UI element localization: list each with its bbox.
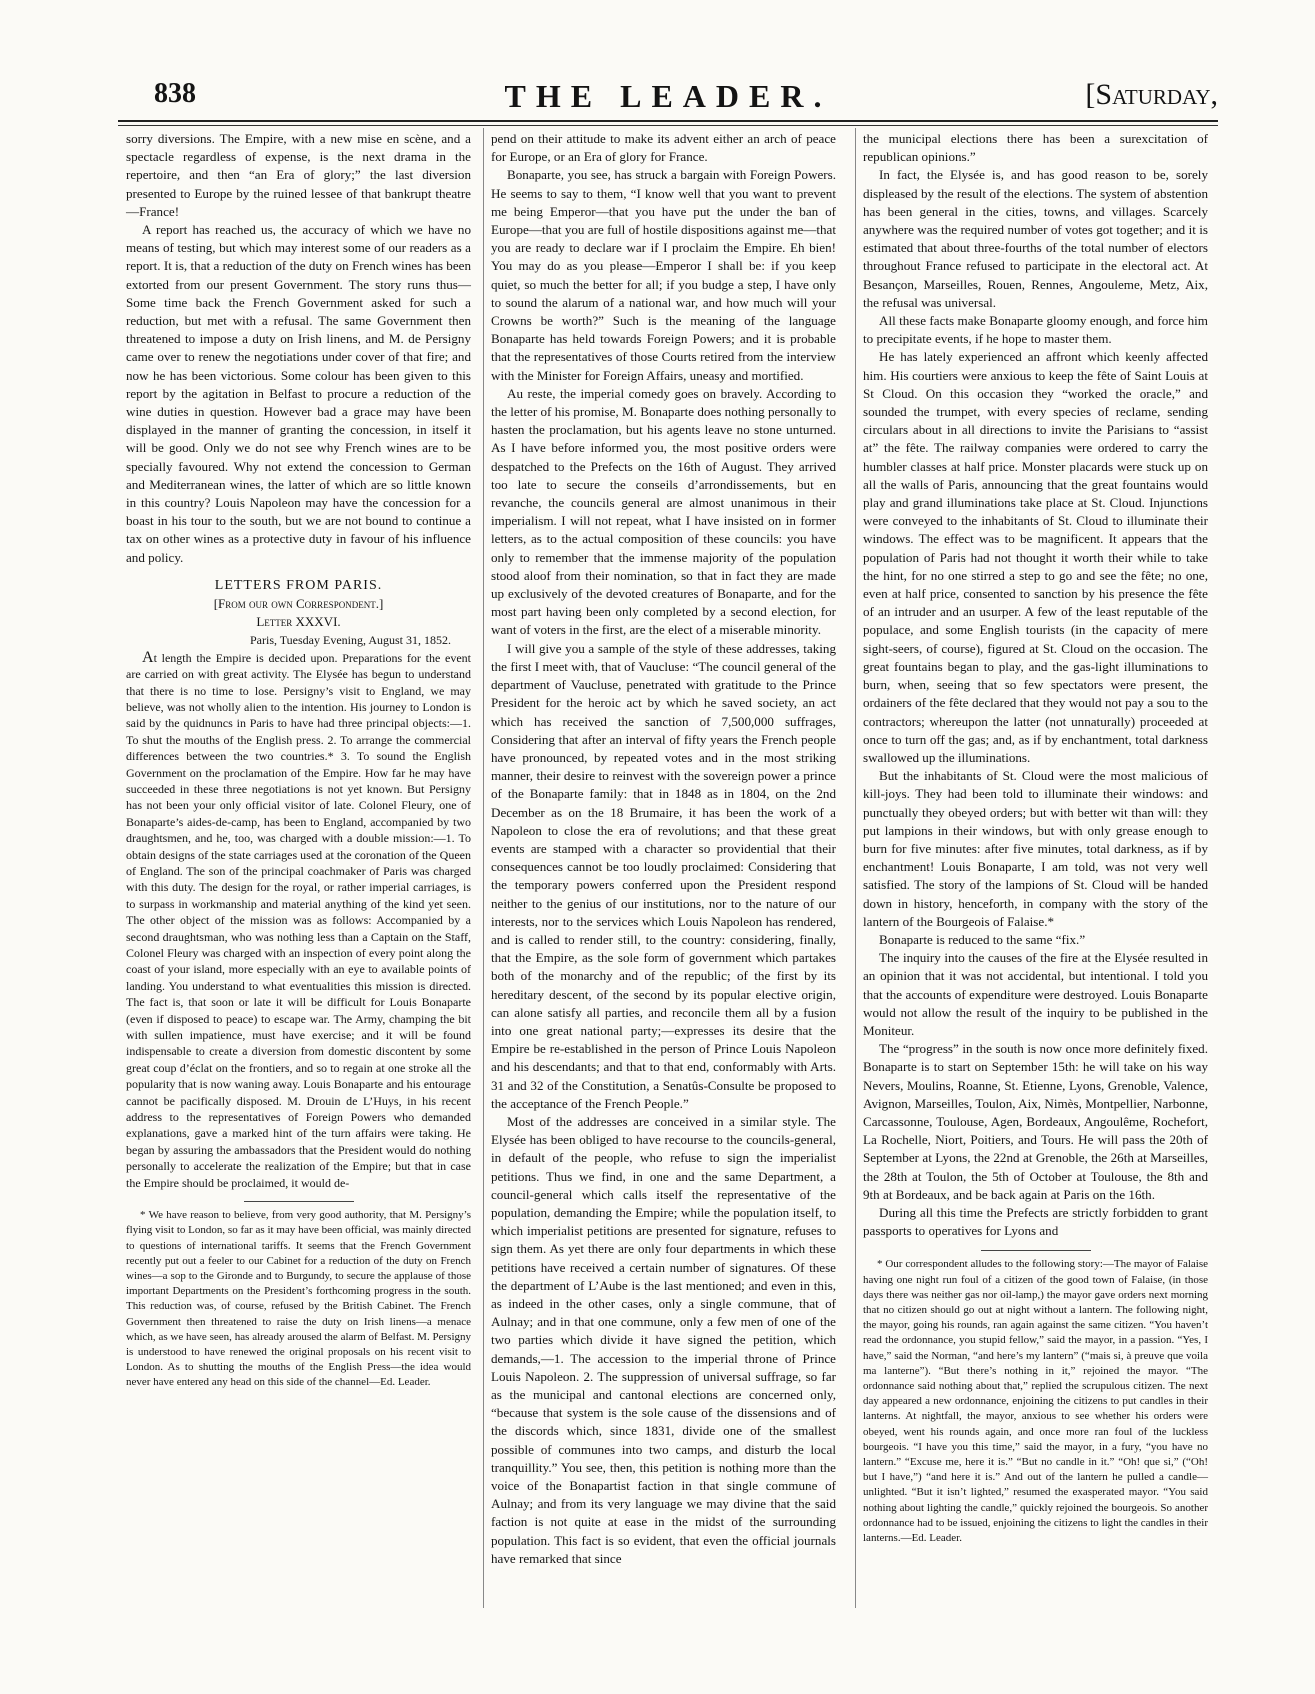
letter-paragraph: Most of the addresses are conceived in a similar style. The Elysée has been obliged to have recourse to the councils-general, in default of the people, who refuse to sign the imperialist petitions. Thus we find, in one and the same Department, a council-general which calls itself the representative of the population, demanding the Empire; while the population itself, to which imperialist petitions are presented for signature, refuses to sign them. As yet there are only four departments in which these petitions have received a certain number of signatures. Of these the department of L’Aube is the last mentioned; and even in this, as indeed in the other cases, only a single commune, that of Aulnay; and in that one commune, only a few men of one of the two parties which divide it have signed the petition, which demands,—1. The accession to the imperial throne of Prince Louis Napoleon. 2. The suppression of universal suffrage, so far as the municipal and cantonal elections are concerned only, “because that system is the sole cause of the dissensions and of the discords which, since 1831, divide one of the smallest possible of communes into two camps, and disturb the local tranquillity.” You see, then, this petition is nothing more than the voice of the Bonapartist faction in that single commune of Aulnay; and from its very language we may divine that the said faction is not quite at ease in the midst of the surrounding population. This fact is so evident, that even the official journals have remarked that since — [491, 1113, 836, 1566]
footnote-text: * We have reason to believe, from very good authority, that M. Persigny’s flying visit to London, so far as it may have been official, was mainly directed to questions of international tariffs. It seems that the French Government recently put out a feeler to our Cabinet for a reduction of the duty on French wines—a sop to the Gironde and to Burgundy, to secure the applause of those important Departments on the President’s forthcoming progress in the south. This reduction was, of course, refused by the British Cabinet. The French Government then threatened to raise the duty on Irish linens—a menace which, as we have seen, has already aroused the alarm of Belfast. M. Persigny is understood to have renewed the original proposals on his recent visit to London. As to shutting the mouths of the English Press—the idea would never have entered any head on this side of the channel—Ed. Leader. — [126, 1209, 471, 1389]
column-1 — [126, 130, 471, 1391]
footnote — [863, 1257, 1208, 1546]
masthead-rule — [118, 120, 1218, 122]
letter-paragraph: In fact, the Elysée is, and has good reason to be, sorely displeased by the result of the elections. The system of abstention has been general in the cities, towns, and villages. Scarcely anywhere was the required number of votes got together; and it is estimated that about three-fourths of the total number of electors throughout France refused to participate in the electoral act. At Besançon, Marseilles, Rouen, Rennes, Angouleme, Metz, Aix, the refusal was universal. — [863, 167, 1208, 310]
article-paragraph: A report has reached us, the accuracy of which we have no means of testing, but which may interest some of our readers as a report. It is, that a reduction of the duty on French wines has been extorted from our present Government. The story runs thus—Some time back the French Government asked for such a reduction, but met with a refusal. The same Government then threatened to impose a duty on Irish linens, and M. de Persigny came over to renew the negotiations under cover of that fire; and now he has been victorious. Some colour has been given to this report by the agitation in Belfast to procure a reduction of the wine duties in question. However bad a grace may have been displayed in the manner of granting the concession, in itself it will be good. Only we do not see why French wines are to be specially favoured. Why not extend the concession to German and Mediterranean wines, the latter of which are so little known in this country? Louis Napoleon may have the concession for a boast in his tour to the south, but we are not bound to continue a tax on other wines as a protective duty in favour of his influence and policy. — [126, 222, 471, 565]
column-divider — [483, 128, 484, 1608]
letter-paragraph: pend on their attitude to make its advent either an arch of peace for Europe, or an Era of glory for France. — [491, 131, 836, 165]
letter-paragraph: the municipal elections there has been a surexcitation of republican opinions.” — [863, 131, 1208, 165]
letter-paragraph: I will give you a sample of the style of these addresses, taking the first I meet with, that of Vaucluse: “The council general of the department of Vaucluse, penetrated with gratitude to the Prince President for the heroic act by which he saved society, an act which has received the sanction of 7,500,000 suffrages, Considering that after an interval of fifty years the French people have pronounced, by repeated votes and in the most striking manner, their desire to reinvest with the sovereign power a prince of the Bonaparte family: that in 1848 as in 1804, on the 2nd December as on the 18 Brumaire, it has been the work of a Napoleon to close the era of revolutions; and that these great events are stamped with a character so providential that their consequences cannot be too loudly proclaimed: Considering that the temporary powers conferred upon the President respond neither to the genius of our institutions, nor to the nature of our interests, nor to the services which Louis Napoleon has rendered, and is called to render still, to the country: considering, finally, that the Empire, as the sole form of government which partakes both of the monarchy and of the republic; of the first by its hereditary descent, of the second by its popular elective origin, can alone satisfy all parties, and reconcile them all by a fusion into one great national party;—expresses its desire that the Empire be re-established in the person of Prince Louis Napoleon and his descendants; and that to that end, conformably with Arts. 31 and 32 of the Constitution, a Senatûs-Consulte be proposed to the acceptance of the French People.” — [491, 640, 836, 1111]
footnote — [126, 1208, 471, 1390]
masthead — [118, 78, 1218, 118]
letter-paragraph: During all this time the Prefects are strictly forbidden to grant passports to operatives for Lyons and — [863, 1204, 1208, 1239]
issue-day: [Saturday, — [1085, 78, 1218, 111]
letter-paragraph: Au reste, the imperial comedy goes on bravely. According to the letter of his promise, M. Bonaparte does nothing personally to hasten the proclamation, but his agents leave no stone unturned. As I have before informed you, the most positive orders were despatched to the Prefects on the 16th of August. They arrived too late to secure the conseils d’arrondissements, but en revanche, the councils general are almost unanimous in their imperialism. I will not repeat, what I have insisted on in former letters, as to the actual composition of these councils: you have only to remember that the immense majority of the population stood aloof from their nomination, so that in fact they are made up exclusively of the devoted creatures of Bonaparte, and for the most part having been only completed by a second election, for want of voters in the first, are the elect of a miserable minority. — [491, 385, 836, 638]
page-number: 838 — [154, 78, 196, 109]
footnote-text: * Our correspondent alludes to the following story:—The mayor of Falaise having one night run foul of a citizen of the good town of Falaise, (in those days there was neither gas nor oil-lamp,) the mayor gave orders next morning that no citizen should go out at night without a lantern. The following night, the mayor, going his rounds, ran again against the same citizen. “You haven’t read the ordonnance, you stupid fellow,” said the mayor, in a passion. “Yes, I have,” said the Norman, “and here’s my lantern” (“mais si, à preuve que voila ma lanterne”). “But there’s nothing in it,” rejoined the mayor. “The ordonnance said nothing about that,” replied the scrupulous citizen. The next day appeared a new ordonnance, enjoining the citizens to put candles in their lanterns. At nightfall, the mayor, anxious to see whether his orders were obeyed, went his rounds again, and once more ran foul of the luckless bourgeois. “I have you this time,” said the mayor, in a fury, “you have no lantern.” “Excuse me, here it is.” “But no candle in it.” “Oh! que si,” (“Oh! but I have,”) “and here it is.” And out of the lantern he pulled a candle—unlighted. “But it isn’t lighted,” resumed the exasperated mayor. “You said nothing about lighting the candle,” quickly rejoined the bourgeois. So another ordonnance had to be issued, enjoining the citizens to light the candles in their lanterns.—Ed. Leader. — [863, 1258, 1208, 1545]
dateline: Paris, Tuesday Evening, August 31, 1852. — [249, 633, 451, 648]
masthead-rule-thin — [118, 125, 1218, 126]
letter-paragraph: Bonaparte, you see, has struck a bargain with Foreign Powers. He seems to say to them, “I know well that you want to prevent me being Emperor—that you have put the under the ban of Europe—that you are full of hostile dispositions against me—that you are ready to declare war if I proclaim the Empire. Eh bien! You may do as you please—Emperor I shall be: if you keep quiet, so much the better for all; if you budge a step, I have only to sound the alarum of a national war, and how much will your Crowns be worth?” Such is the meaning of the language Bonaparte has held towards Foreign Powers; and it is probable that the representatives of those Courts retired from the interview with the Minister for Foreign Affairs, uneasy and mortified. — [491, 167, 836, 383]
section-subheading: [From our own Correspondent.] — [213, 596, 384, 612]
column-2 — [491, 130, 836, 1568]
letter-number: Letter XXXVI. — [256, 614, 341, 630]
section-heading: LETTERS FROM PARIS. — [214, 577, 383, 593]
letter-paragraph: Bonaparte is reduced to the same “fix.” — [879, 931, 1086, 947]
footnote-rule — [981, 1250, 1091, 1251]
letter-paragraph: He has lately experienced an affront which keenly affected him. His courtiers were anxious to keep the fête of Saint Louis at St Cloud. On this occasion they “worked the oracle,” and sounded the trumpet, with every species of reclame, sending circulars about in all directions to invite the Parisians to “assist at” the fête. The railway companies were ordered to carry the humbler classes at half price. Monster placards were stuck up on all the walls of Paris, announcing that the great fountains would play and grand illuminations take place at St. Cloud. Injunctions were conveyed to the inhabitants of St. Cloud to illuminate their windows. The effect was to be magnificent. It appears that the population of Paris had not thought it worth their while to take the hint, for no one stirred a step to go and see the fête; no one, even at half price, consented to sanction by his presence the fête of an intruder and an usurper. A few of the least reputable of the populace, and some English tourists (in the capacity of mere sight-seers, of course), figured at St. Cloud on the occasion. The great fountains began to play, and the gas-light illuminations to burn, when, seeing that so few spectators were present, the ordainers of the fête declared that they would not pay a sou to the contractors; whereupon the latter (not unnaturally) proceeded at once to turn off the gas; and, as if by enchantment, total darkness swallowed up the illuminations. — [863, 349, 1208, 765]
newspaper-title: THE LEADER. — [504, 78, 832, 114]
footnote-rule — [244, 1201, 354, 1202]
article-paragraph: sorry diversions. The Empire, with a new mise en scène, and a spectacle regardless of expense, is the next drama in the repertoire, and then “an Era of glory;” the last diversion presented to Europe by the ruined lessee of that bankrupt theatre—France! — [126, 131, 471, 219]
letter-paragraph: The inquiry into the causes of the fire at the Elysée resulted in an opinion that it was not accidental, but intentional. I told you that the accounts of expenditure were destroyed. Louis Bonaparte would not allow the result of the inquiry to be published in the Moniteur. — [863, 950, 1208, 1038]
letter-paragraph: The “progress” in the south is now once more definitely fixed. Bonaparte is to start on September 15th: he will take on his way Nevers, Moulins, Roanne, St. Etienne, Lyons, Grenoble, Valence, Avignon, Marseilles, Toulon, Aix, Nimès, Montpellier, Narbonne, Carcassonne, Toulouse, Agen, Bordeaux, Angoulême, Rochefort, La Rochelle, Niort, Poitiers, and Tours. He will pass the 20th of September at Lyons, the 22nd at Grenoble, the 26th at Marseilles, the 28th at Toulon, the 5th of October at Toulouse, the 8th and 9th at Bordeaux, and be back again at Paris on the 16th. — [863, 1041, 1208, 1202]
letter-paragraph: All these facts make Bonaparte gloomy enough, and force him to precipitate events, if he hope to master them. — [863, 313, 1208, 347]
column-3 — [863, 130, 1208, 1546]
column-divider — [855, 128, 856, 1608]
letter-paragraph: But the inhabitants of St. Cloud were the most malicious of kill-joys. They had been told to illuminate their windows: and punctually they obeyed orders; but with better wit than will: they put lampions in their windows, but with only grease enough to burn for five minutes: after five minutes, total darkness, as if by enchantment! Louis Bonaparte, I am told, was not very well satisfied. The story of the lampions of St. Cloud will be handed down in history, henceforth, in company with the story of the lantern of the Bourgeois of Falaise.* — [863, 768, 1208, 929]
letter-paragraph: At length the Empire is decided upon. Preparations for the event are carried on with great activity. The Elysée has begun to understand that there is no time to lose. Persigny’s visit to England, we may believe, was not wholly alien to the intention. His journey to London is said by the quidnuncs in Paris to have had three principal objects:—1. To shut the mouths of the English press. 2. To arrange the commercial differences between the two countries.* 3. To sound the English Government on the proclamation of the Empire. How far he may have succeeded in these three negotiations is not yet known. But Persigny has not been your only official visitor of late. Colonel Fleury, one of Bonaparte’s aides-de-camp, has been to England, accompanied by two draughtsmen, and he, too, was charged with a double mission:—1. To obtain designs of the state carriages used at the coronation of the Queen of England. The son of the principal coachmaker of Paris was charged with this duty. The design for the royal, or rather imperial carriages, is to surpass in workmanship and material anything of the kind yet seen. The other object of the mission was as follows: Accompanied by a second draughtsman, who was nothing less than a Captain on the Staff, Colonel Fleury was charged with an inspection of every point along the coast of your island, more especially with an eye to available points of landing. You understand to what eventualities this mission is directed. The fact is, that soon or late it will be difficult for Louis Bonaparte (even if disposed to peace) to escape war. The Army, champing the bit with sullen impatience, must have exercise; and it will be found indispensable to create a diversion from domestic discontent by some great coup d’éclat on the frontiers, and so to regain at one stroke all the popularity that is now waning away. Louis Bonaparte and his entourage cannot be pacifically disposed. M. Drouin de L’Huys, in his recent address to the representatives of Foreign Powers who demanded explanations, gave a marked hint of the turn affairs were taking. He began by assuring the ambassadors that the President would do nothing personally to accelerate the realization of the Empire; but that in case the Empire should be proclaimed, it would de- — [126, 648, 471, 1190]
